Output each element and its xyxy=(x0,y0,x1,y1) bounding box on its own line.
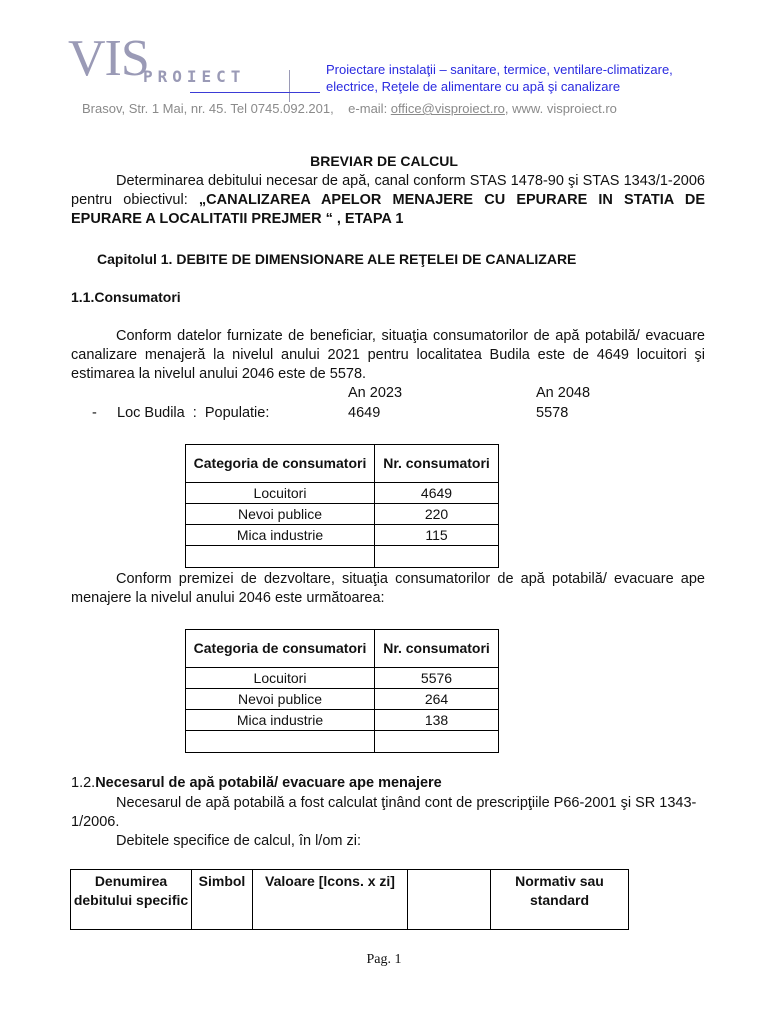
address-suffix: , www. visproiect.ro xyxy=(504,101,617,116)
category-cell: Mica industrie xyxy=(186,710,375,731)
company-tagline xyxy=(326,61,721,95)
count-cell: 4649 xyxy=(375,483,499,504)
header-value: Valoare [lcons. x zi] xyxy=(253,870,408,930)
category-cell: Nevoi publice xyxy=(186,689,375,710)
intro-paragraph xyxy=(71,172,705,229)
section-number: 1.1. xyxy=(71,289,95,305)
section-heading-consumatori xyxy=(71,289,181,305)
table-header-row xyxy=(186,630,499,668)
logo-divider-vertical xyxy=(289,70,290,102)
header-count: Nr. consumatori xyxy=(375,630,499,668)
section-title: Consumatori xyxy=(94,289,181,305)
section-number: 1.2. xyxy=(71,775,96,791)
tagline-line-2: electrice, Reţele de alimentare cu apă şi canalizare xyxy=(326,79,621,94)
page-number: Pag. 1 xyxy=(366,952,402,967)
consumers-table-future xyxy=(185,629,499,753)
table-row xyxy=(186,546,499,568)
table-row xyxy=(186,525,499,546)
address-prefix: Brasov, Str. 1 Mai, nr. 45. Tel 0745.092.201, e-mail: xyxy=(82,101,391,116)
bullet-dash: - xyxy=(92,405,97,421)
count-cell: 115 xyxy=(375,525,499,546)
year-2048-label: An 2048 xyxy=(536,385,591,401)
count-cell: 5576 xyxy=(375,668,499,689)
header-symbol: Simbol xyxy=(192,870,253,930)
table-row xyxy=(186,710,499,731)
year-2023-label: An 2023 xyxy=(348,385,403,401)
chapter-heading: Capitolul 1. DEBITE DE DIMENSIONARE ALE REŢELEI DE CANALIZARE xyxy=(97,251,577,267)
category-cell: Locuitori xyxy=(186,483,375,504)
header-count: Nr. consumatori xyxy=(375,445,499,483)
table-row xyxy=(186,731,499,753)
necessary-paragraph: Necesarul de apă potabilă a fost calculat ţinând cont de prescripţiile P66-2001 şi SR 1343-1/2006. xyxy=(71,795,697,830)
table-header-row xyxy=(71,870,629,930)
header-flow-name: Denumirea debitului specific xyxy=(71,870,192,930)
population-label: Loc Budila : Populatie: xyxy=(117,405,270,421)
category-cell xyxy=(186,546,375,568)
header-standard: Normativ sau standard xyxy=(491,870,629,930)
header-category: Categoria de consumatori xyxy=(186,630,375,668)
category-cell: Nevoi publice xyxy=(186,504,375,525)
development-paragraph: Conform premizei de dezvoltare, situaţia consumatorilor de apă potabilă/ evacuare ape menajere la nivelul anului 2046 este următoarea: xyxy=(71,571,705,606)
section-title: Necesarul de apă potabilă/ evacuare ape menajere xyxy=(95,775,442,791)
specific-flows-table xyxy=(70,869,629,930)
count-cell: 138 xyxy=(375,710,499,731)
table-row xyxy=(186,504,499,525)
tagline-line-1: Proiectare instalaţii – sanitare, termice, ventilare-climatizare, xyxy=(326,62,673,77)
consumers-table-current xyxy=(185,444,499,568)
email-link[interactable]: office@visproiect.ro xyxy=(390,101,505,116)
count-cell: 220 xyxy=(375,504,499,525)
population-2048: 5578 xyxy=(536,405,569,421)
category-cell: Mica industrie xyxy=(186,525,375,546)
project-name: „CANALIZAREA APELOR MENAJERE CU EPURARE IN STATIA DE EPURARE A LOCALITATII PREJMER “ , ETAPA 1 xyxy=(71,192,706,227)
header-empty xyxy=(408,870,491,930)
table-header-row xyxy=(186,445,499,483)
population-2023: 4649 xyxy=(348,405,381,421)
category-cell: Locuitori xyxy=(186,668,375,689)
logo-divider-horizontal xyxy=(190,92,320,93)
header-category: Categoria de consumatori xyxy=(186,445,375,483)
company-logo-proiect: PROIECT xyxy=(143,67,246,86)
category-cell xyxy=(186,731,375,753)
intro-text: Determinarea debitului necesar de apă, canal conform STAS 1478-90 şi STAS 1343/1-2006 pentru obiectivul: xyxy=(71,173,705,208)
consumers-paragraph: Conform datelor furnizate de beneficiar, situaţia consumatorilor de apă potabilă/ evacuare canalizare menajeră la nivelul anului 2021 pentru localitatea Budila este de 4649 locuitori şi estimarea la nivelul anului 2046 este de 5578. xyxy=(71,328,705,382)
count-cell: 264 xyxy=(375,689,499,710)
count-cell xyxy=(375,731,499,753)
table-row xyxy=(186,668,499,689)
specific-flows-paragraph: Debitele specifice de calcul, în l/om zi: xyxy=(116,833,361,849)
count-cell xyxy=(375,546,499,568)
table-row xyxy=(186,483,499,504)
table-row xyxy=(186,689,499,710)
document-title: BREVIAR DE CALCUL xyxy=(310,153,458,169)
company-logo-vis: VIS xyxy=(68,30,149,87)
section-heading-necesar xyxy=(71,775,442,791)
company-address xyxy=(82,101,617,116)
